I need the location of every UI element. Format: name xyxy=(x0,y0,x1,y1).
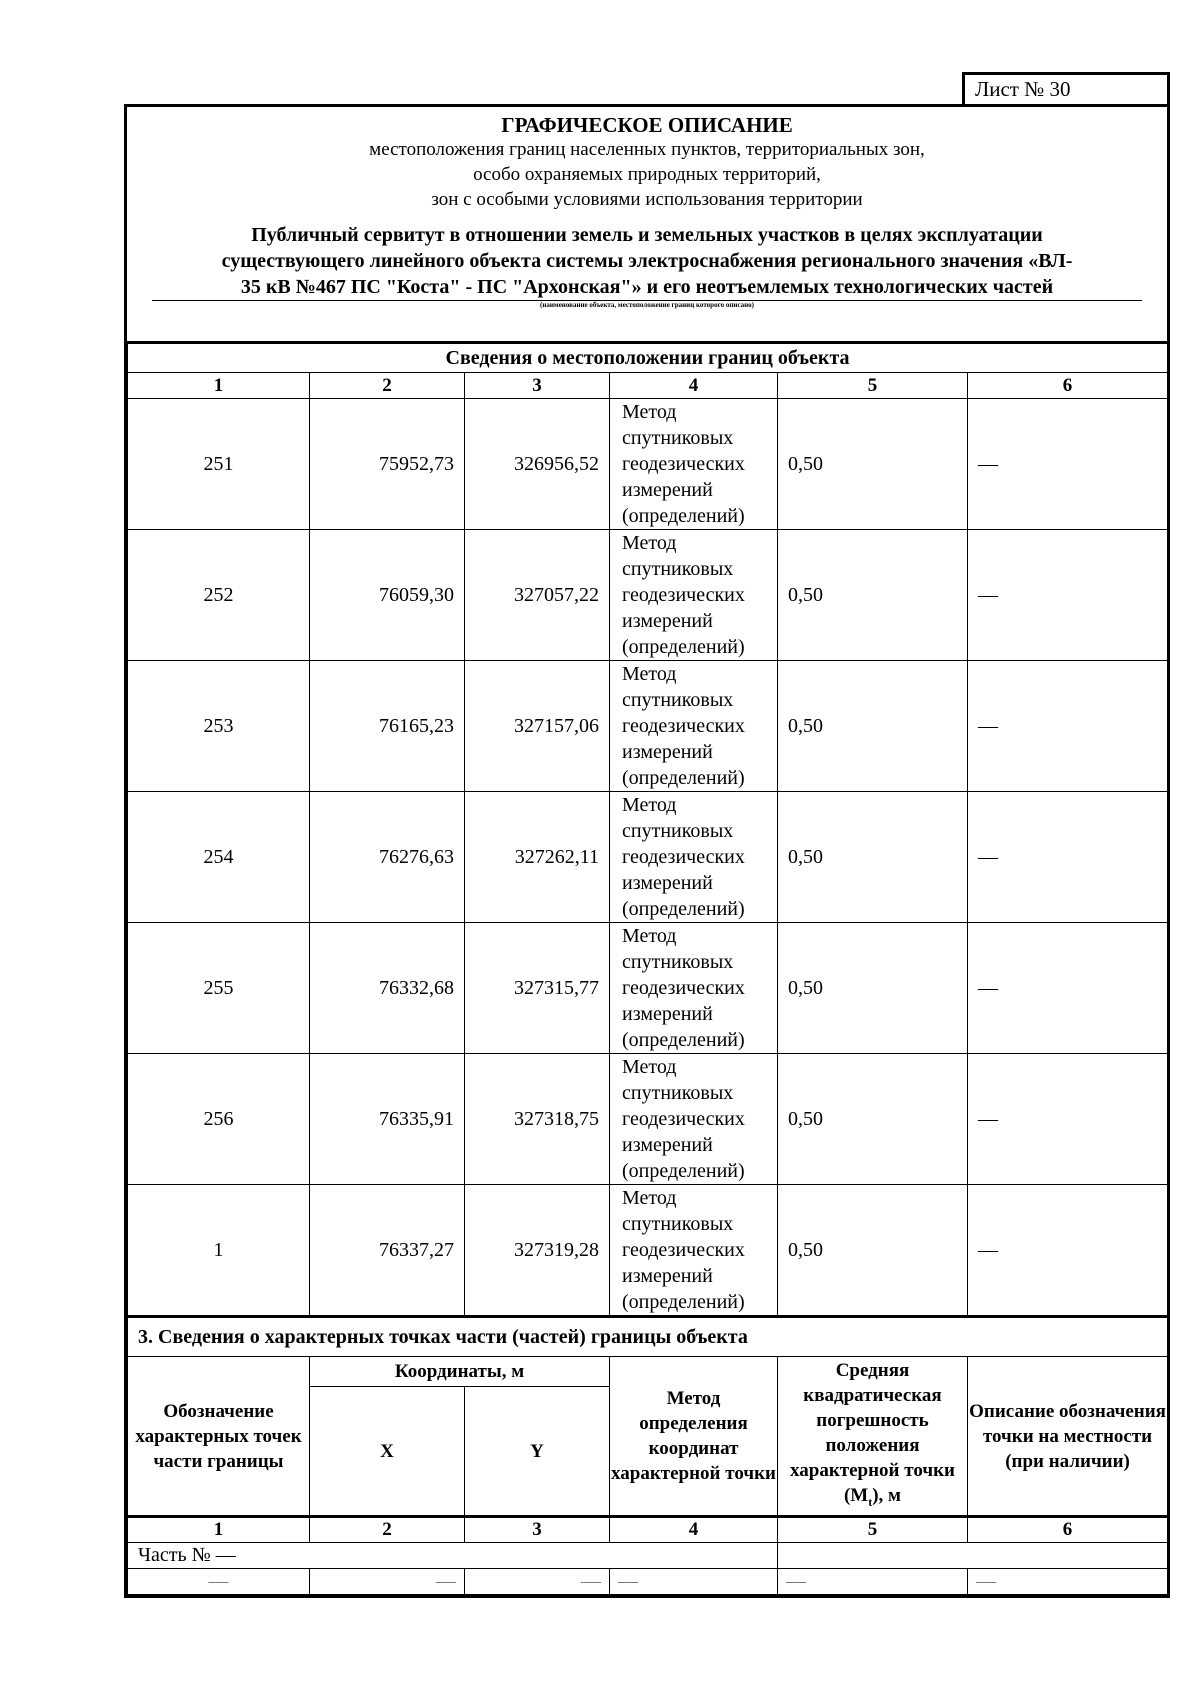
point-description: — xyxy=(968,792,1168,923)
table-row xyxy=(128,1185,1168,1317)
form-header xyxy=(127,107,1167,341)
error-value: 0,50 xyxy=(778,399,968,530)
method-line: измерений xyxy=(622,1265,713,1287)
method-line: Метод xyxy=(622,401,677,423)
method-line: (определений) xyxy=(622,636,745,658)
coord-y: 327319,28 xyxy=(465,1185,610,1317)
method-cell xyxy=(610,399,778,530)
coord-y: 327057,22 xyxy=(465,530,610,661)
method-line: (определений) xyxy=(622,505,745,527)
coord-y: 327315,77 xyxy=(465,923,610,1054)
object-name-line-3: 35 кВ №467 ПС "Коста" - ПС "Архонская"» и его неотъемлемых технологических частей xyxy=(240,276,1054,298)
coord-y: 326956,52 xyxy=(465,399,610,530)
method-line: (определений) xyxy=(622,1291,745,1313)
table-row xyxy=(128,1054,1168,1185)
method-cell xyxy=(610,1185,778,1317)
location-section-title: Сведения о местоположении границ объекта xyxy=(128,343,1168,373)
object-name-line-1: Публичный сервитут в отношении земель и земельных участков в целях эксплуатации xyxy=(251,224,1043,246)
method-line: Метод xyxy=(622,925,677,947)
coord-x: 75952,73 xyxy=(310,399,465,530)
part-label: Часть № — xyxy=(128,1543,778,1569)
error-value: 0,50 xyxy=(778,530,968,661)
method-line: геодезических xyxy=(622,584,745,606)
sheet-number-label: Лист № 30 xyxy=(962,72,1170,104)
coord-x: 76332,68 xyxy=(310,923,465,1054)
coord-x: 76335,91 xyxy=(310,1054,465,1185)
point-description: — xyxy=(968,923,1168,1054)
method-line: геодезических xyxy=(622,977,745,999)
object-name-caption: (наименование объекта, местоположение границ которого описано) xyxy=(540,301,754,309)
column-number: 2 xyxy=(310,373,465,399)
form-subtitle-line-2: особо охраняемых природных территорий, xyxy=(473,164,821,185)
method-line: измерений xyxy=(622,1134,713,1156)
column-number: 5 xyxy=(778,373,968,399)
object-name-line-2: существующего линейного объекта системы электроснабжения регионального значения «ВЛ- xyxy=(221,250,1073,272)
column-number: 4 xyxy=(610,1517,778,1543)
error-value: 0,50 xyxy=(778,923,968,1054)
header-method: Метод определения координат характерной точки xyxy=(610,1357,778,1517)
method-line: (определений) xyxy=(622,898,745,920)
point-number: 255 xyxy=(128,923,310,1054)
method-line: спутниковых xyxy=(622,689,734,711)
coord-x: 76165,23 xyxy=(310,661,465,792)
method-cell xyxy=(610,530,778,661)
empty-cell: — xyxy=(778,1569,968,1595)
method-line: Метод xyxy=(622,663,677,685)
method-line: (определений) xyxy=(622,1029,745,1051)
point-description: — xyxy=(968,1054,1168,1185)
coord-y: 327157,06 xyxy=(465,661,610,792)
method-line: спутниковых xyxy=(622,820,734,842)
method-cell xyxy=(610,923,778,1054)
method-line: спутниковых xyxy=(622,427,734,449)
document-body xyxy=(124,104,1170,1598)
point-description: — xyxy=(968,399,1168,530)
method-line: спутниковых xyxy=(622,1213,734,1235)
method-line: спутниковых xyxy=(622,558,734,580)
header-description: Описание обозначения точки на местности (при наличии) xyxy=(968,1357,1168,1517)
method-line: геодезических xyxy=(622,846,745,868)
table-row xyxy=(128,399,1168,530)
section3-title: 3. Сведения о характерных точках части (частей) границы объекта xyxy=(128,1317,1168,1357)
error-value: 0,50 xyxy=(778,1054,968,1185)
header-point-designation: Обозначение характерных точек части границы xyxy=(128,1357,310,1517)
part-row xyxy=(128,1543,1168,1569)
point-description: — xyxy=(968,530,1168,661)
coord-x: 76276,63 xyxy=(310,792,465,923)
method-line: (определений) xyxy=(622,1160,745,1182)
table-row xyxy=(128,661,1168,792)
method-line: Метод xyxy=(622,794,677,816)
column-number: 3 xyxy=(465,373,610,399)
empty-cell: — xyxy=(968,1569,1168,1595)
header-error-text: Средняя квадратическая погрешность положения характерной точки (M xyxy=(790,1359,955,1506)
method-line: измерений xyxy=(622,479,713,501)
header-coordinates: Координаты, м xyxy=(310,1357,610,1387)
table-row xyxy=(128,923,1168,1054)
column-number: 1 xyxy=(128,373,310,399)
method-line: геодезических xyxy=(622,453,745,475)
empty-cell: — xyxy=(465,1569,610,1595)
point-description: — xyxy=(968,661,1168,792)
method-cell xyxy=(610,792,778,923)
coord-x: 76337,27 xyxy=(310,1185,465,1317)
error-value: 0,50 xyxy=(778,1185,968,1317)
table-row xyxy=(128,792,1168,923)
empty-cell: — xyxy=(128,1569,310,1595)
point-description: — xyxy=(968,1185,1168,1317)
method-cell xyxy=(610,1054,778,1185)
table-row xyxy=(128,1569,1168,1595)
column-number: 1 xyxy=(128,1517,310,1543)
coord-y: 327262,11 xyxy=(465,792,610,923)
object-name xyxy=(127,222,1167,300)
header-error-suffix: ), м xyxy=(872,1484,902,1506)
method-line: Метод xyxy=(622,532,677,554)
column-number: 6 xyxy=(968,1517,1168,1543)
empty-cell: — xyxy=(610,1569,778,1595)
method-line: спутниковых xyxy=(622,1082,734,1104)
section3-header-row xyxy=(128,1357,1168,1387)
point-number: 254 xyxy=(128,792,310,923)
method-line: измерений xyxy=(622,1003,713,1025)
part-empty xyxy=(778,1543,1168,1569)
form-title: ГРАФИЧЕСКОЕ ОПИСАНИЕ xyxy=(501,113,793,137)
header-y: Y xyxy=(465,1387,610,1517)
empty-cell: — xyxy=(310,1569,465,1595)
location-table xyxy=(127,341,1168,1595)
column-number: 4 xyxy=(610,373,778,399)
header-error-subscript: t xyxy=(868,1494,873,1509)
error-value: 0,50 xyxy=(778,792,968,923)
point-number: 251 xyxy=(128,399,310,530)
method-line: геодезических xyxy=(622,1239,745,1261)
column-number: 2 xyxy=(310,1517,465,1543)
method-line: геодезических xyxy=(622,1108,745,1130)
point-number: 256 xyxy=(128,1054,310,1185)
header-x: X xyxy=(310,1387,465,1517)
method-line: измерений xyxy=(622,610,713,632)
form-subtitle-line-1: местоположения границ населенных пунктов, территориальных зон, xyxy=(369,139,925,160)
method-line: измерений xyxy=(622,872,713,894)
column-number: 6 xyxy=(968,373,1168,399)
coord-y: 327318,75 xyxy=(465,1054,610,1185)
method-line: Метод xyxy=(622,1056,677,1078)
method-line: Метод xyxy=(622,1187,677,1209)
table-row xyxy=(128,530,1168,661)
column-number-row xyxy=(128,373,1168,399)
point-number: 252 xyxy=(128,530,310,661)
method-line: геодезических xyxy=(622,715,745,737)
column-number: 3 xyxy=(465,1517,610,1543)
error-value: 0,50 xyxy=(778,661,968,792)
graphic-description-form xyxy=(124,104,1170,1598)
method-line: спутниковых xyxy=(622,951,734,973)
form-subtitle-line-3: зон с особыми условиями использования территории xyxy=(431,189,863,210)
column-number-row xyxy=(128,1517,1168,1543)
column-number: 5 xyxy=(778,1517,968,1543)
coord-x: 76059,30 xyxy=(310,530,465,661)
method-line: (определений) xyxy=(622,767,745,789)
header-error xyxy=(778,1357,968,1517)
point-number: 253 xyxy=(128,661,310,792)
method-cell xyxy=(610,661,778,792)
method-line: измерений xyxy=(622,741,713,763)
point-number: 1 xyxy=(128,1185,310,1317)
